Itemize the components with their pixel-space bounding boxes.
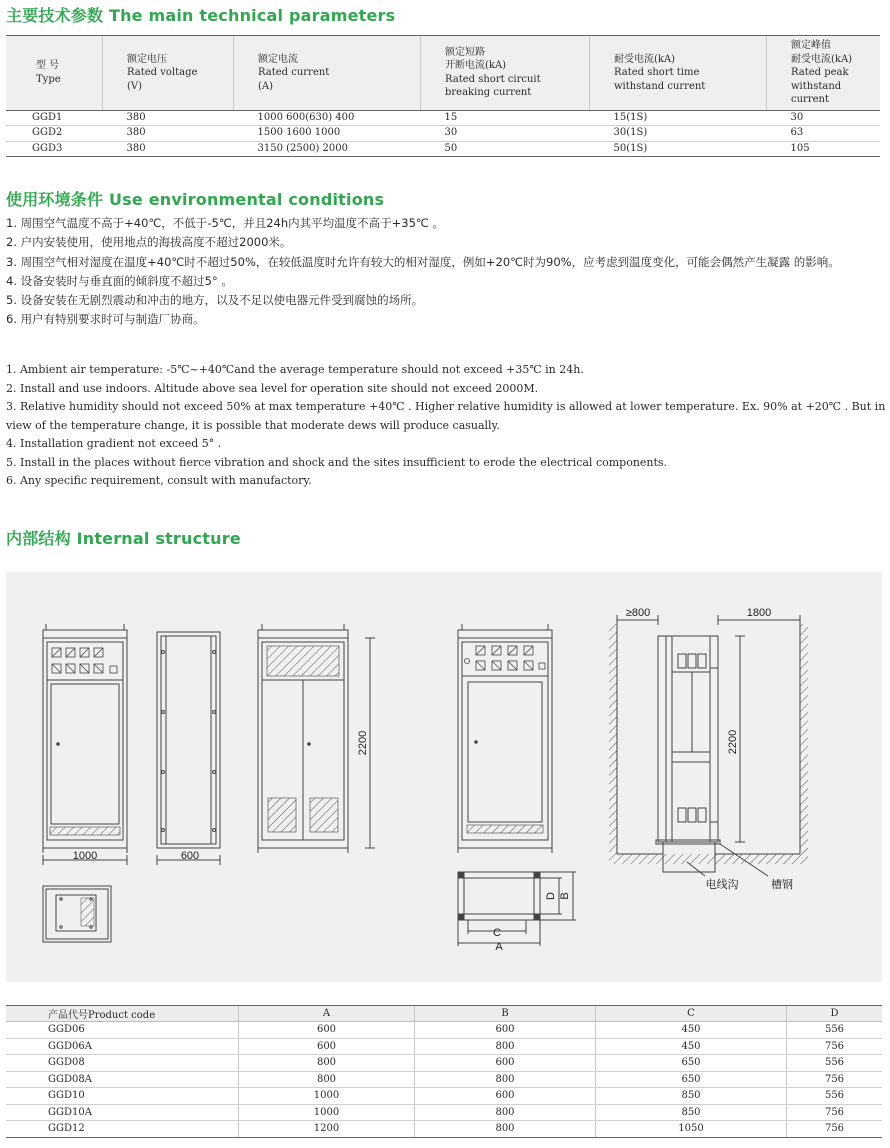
header-d: D xyxy=(787,1006,883,1022)
list-item: 3. 周围空气相对湿度在温度+40℃时不超过50%，在较低温度时允许有较大的相对湿度，例如+20℃时为90%，应考虑到温度变化，可能会偶然产生凝露 的影响。 xyxy=(6,255,840,269)
table-row: GGD10 1000 600 850 556 xyxy=(6,1088,882,1105)
internal-structure-diagram xyxy=(6,572,882,982)
table-row: GGD10A 1000 800 850 756 xyxy=(6,1104,882,1121)
header-product-code: 产品代号Product code xyxy=(6,1006,239,1022)
list-item: 2. 户内安装使用，使用地点的海拔高度不超过2000米。 xyxy=(6,235,292,249)
dim-label-b: B xyxy=(559,892,571,900)
header-rated-voltage: 额定电压 Rated voltage (V) xyxy=(103,36,234,111)
section-title-structure: 内部结构 Internal structure xyxy=(6,529,241,548)
header-type: 型 号 Type xyxy=(6,36,103,111)
list-item: 4. Installation gradient not exceed 5° . xyxy=(6,437,222,450)
dim-label-c: C xyxy=(493,927,501,939)
section-title-environment: 使用环境条件 Use environmental conditions xyxy=(6,190,385,209)
environment-list-cn xyxy=(6,214,886,329)
dim-1800: 1800 xyxy=(746,607,772,619)
cabinet-rear-view xyxy=(258,624,348,853)
base-plan-view xyxy=(458,872,576,946)
dim-width-1000: 1000 xyxy=(72,850,98,862)
dimensions-table xyxy=(6,1005,882,1138)
parameters-table xyxy=(6,35,880,157)
label-channel-steel: 槽钢 xyxy=(771,878,793,891)
dim-depth-600: 600 xyxy=(180,850,200,862)
dimensions-header-row xyxy=(6,1006,882,1022)
list-item: 1. 周围空气温度不高于+40℃，不低于-5℃，并且24h内其平均温度不高于+35℃ 。 xyxy=(6,216,444,230)
header-short-time: 耐受电流(kA) Rated short time withstand current xyxy=(590,36,767,111)
cabinet-side-view xyxy=(157,632,220,848)
list-item: 5. Install in the places without fierce vibration and shock and the sites insufficient to erode the electrical components. xyxy=(6,455,668,469)
cabinet-plan-view xyxy=(43,886,111,942)
table-row: GGD06A 600 800 450 756 xyxy=(6,1038,882,1055)
cabinet-front-view-2 xyxy=(458,624,552,853)
table-row: GGD06 600 600 450 556 xyxy=(6,1022,882,1039)
header-a: A xyxy=(239,1006,415,1022)
table-row: GGD12 1200 800 1050 756 xyxy=(6,1121,882,1138)
header-rated-current: 额定电流 Rated current (A) xyxy=(234,36,421,111)
list-item: 3. Relative humidity should not exceed 50% at max temperature +40℃ . Higher relative humidity is allowed at lower temperature. Ex. 90% at +20℃ . But in view of the temperature change, it is possible that moderate dews will produce casually. xyxy=(6,400,886,432)
list-item: 6. Any specific requirement, consult with manufactory. xyxy=(6,474,312,487)
dim-label-d: D xyxy=(545,892,557,900)
list-item: 6. 用户有特别要求时可与制造厂协商。 xyxy=(6,312,205,326)
table-row: GGD1 380 1000 600(630) 400 15 15(1S) 30 xyxy=(6,110,880,126)
table-row: GGD3 380 3150 (2500) 2000 50 50(1S) 105 xyxy=(6,141,880,157)
dim-clearance-800: ≥800 xyxy=(625,607,651,619)
dim-height-2200-install: 2200 xyxy=(727,729,739,755)
label-cable-trench: 电线沟 xyxy=(705,878,739,891)
cabinet-front-view xyxy=(43,624,127,853)
environment-list-en xyxy=(6,361,886,491)
list-item: 1. Ambient air temperature: -5℃~+40℃and the average temperature should not exceed +35℃ in 24h. xyxy=(6,363,584,376)
header-c: C xyxy=(596,1006,787,1022)
table-row: GGD2 380 1500 1600 1000 30 30(1S) 63 xyxy=(6,126,880,142)
table-row: GGD08 800 600 650 556 xyxy=(6,1055,882,1072)
list-item: 2. Install and use indoors. Altitude above sea level for operation site should not exceed 2000M. xyxy=(6,381,539,395)
header-b: B xyxy=(415,1006,596,1022)
dim-label-a: A xyxy=(495,941,503,953)
header-peak: 额定峰值 耐受电流(kA) Rated peak withstand current xyxy=(767,36,881,111)
list-item: 5. 设备安装在无剧烈震动和冲击的地方，以及不足以使电器元件受到腐蚀的场所。 xyxy=(6,293,424,307)
parameters-header-row xyxy=(6,36,880,111)
installation-side-view xyxy=(609,624,808,876)
dim-height-2200: 2200 xyxy=(357,730,369,756)
header-short-circuit: 额定短路 开断电流(kA) Rated short circuit breaking current xyxy=(421,36,590,111)
table-row: GGD08A 800 800 650 756 xyxy=(6,1071,882,1088)
section-title-parameters: 主要技术参数 The main technical parameters xyxy=(6,6,396,25)
list-item: 4. 设备安装时与垂直面的倾斜度不超过5° 。 xyxy=(6,274,233,288)
